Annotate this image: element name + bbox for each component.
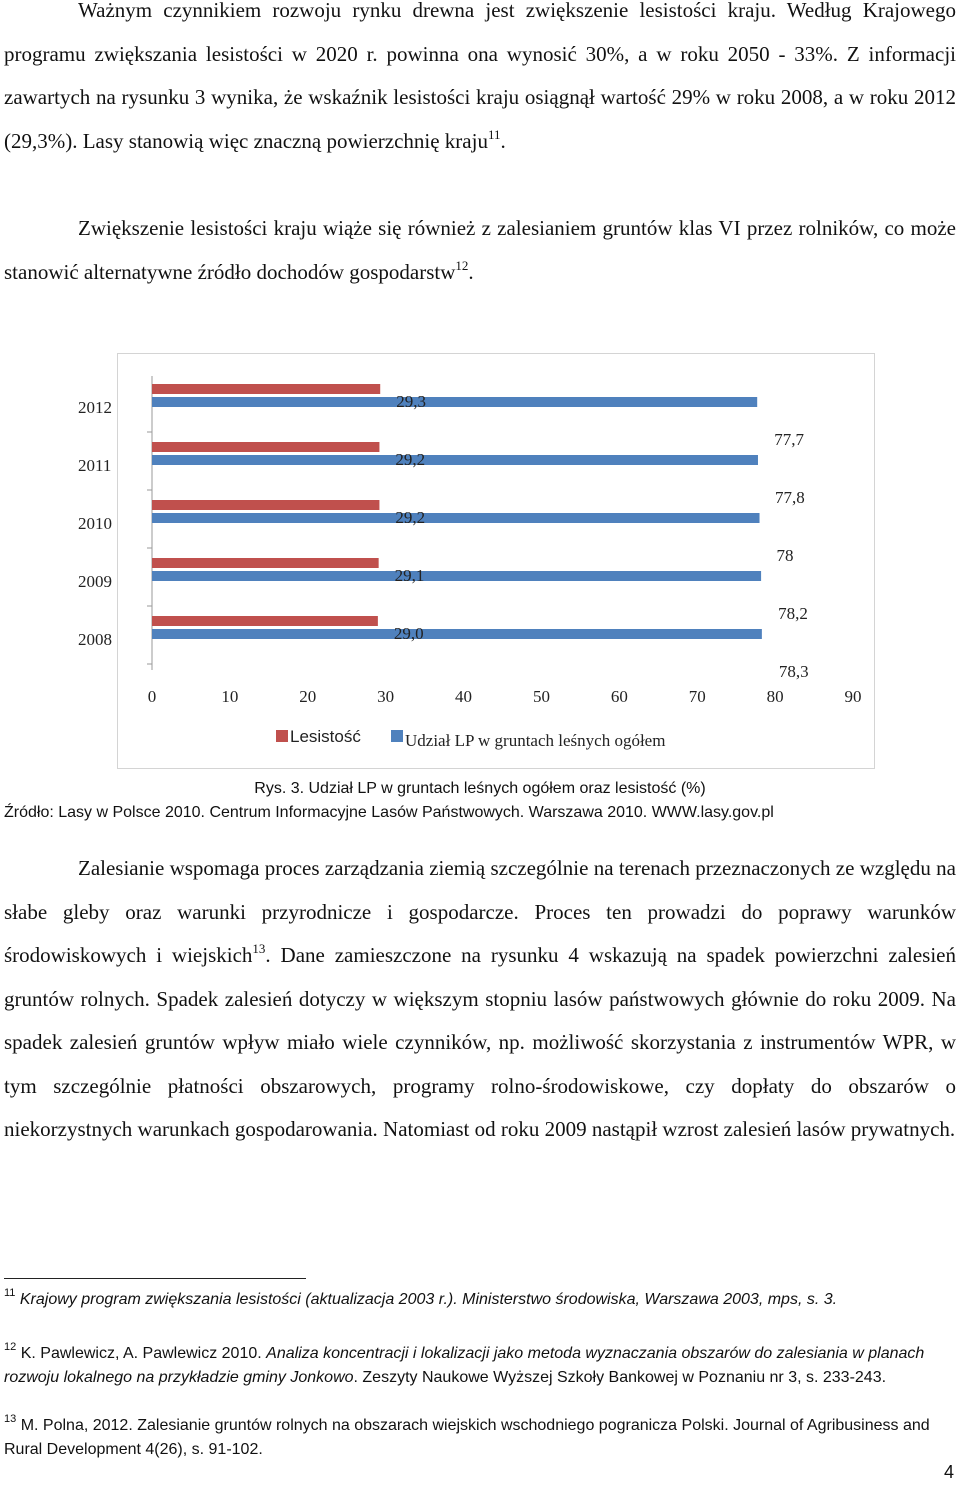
data-label-udzial-lp: 78,2 <box>778 604 808 623</box>
bar-udzial-lp <box>152 629 762 639</box>
data-label-lesistosc: 29,1 <box>394 566 425 585</box>
y-tick-label: 2012 <box>78 398 112 417</box>
footnote-11 <box>4 1288 944 1312</box>
paragraph-text: Zalesianie wspomaga proces zarządzania ziemią szczególnie na terenach przeznaczonych ze względu na słabe gleby oraz warunki przyrodnicze i gospodarcze. Proces ten prowadzi do poprawy warunków środowiskowych i wiejskich <box>4 856 956 967</box>
footnote-number: 13 <box>4 1413 17 1425</box>
footnote-publication: . Zeszyty Naukowe Wyższej Szkoły Bankowej w Poznaniu nr 3, s. 233-243. <box>353 1369 887 1386</box>
data-label-lesistosc: 29,0 <box>393 624 424 643</box>
footnote-12 <box>4 1342 944 1390</box>
x-tick-label: 50 <box>532 687 550 706</box>
data-label-udzial-lp: 77,8 <box>774 488 805 507</box>
legend-swatch-lesistosc <box>276 730 288 742</box>
paragraph-end: . <box>468 259 474 284</box>
y-tick-label: 2008 <box>78 630 112 649</box>
bar-lesistosc <box>152 558 379 568</box>
data-label-lesistosc: 29,2 <box>395 508 426 527</box>
x-tick-label: 20 <box>299 687 317 706</box>
x-tick-label: 90 <box>844 687 862 706</box>
data-label-udzial-lp: 78 <box>776 546 794 565</box>
legend-label-lesistosc: Lesistość <box>290 727 361 746</box>
footnote-title: Krajowy program zwiększania lesistości (aktualizacja 2003 r.). Ministerstwo środowiska, Warszawa 2003, mps, s. 3. <box>19 1291 838 1308</box>
bar-udzial-lp <box>152 397 757 407</box>
footnote-ref: 11 <box>487 126 501 142</box>
bar-lesistosc <box>152 442 379 452</box>
data-label-lesistosc: 29,3 <box>396 392 426 411</box>
paragraph-text: Zwiększenie lesistości kraju wiąże się również z zalesianiem gruntów klas VI przez rolników, co może stanowić alternatywne źródło dochodów gospodarstw <box>4 216 956 284</box>
footnote-text: M. Polna, 2012. Zalesianie gruntów rolnych na obszarach wiejskich wschodniego pogranicza Polski. Journal of Agribusiness and Rural Development 4(26), s. 91-102. <box>4 1417 930 1458</box>
bar-udzial-lp <box>152 571 761 581</box>
data-label-udzial-lp: 78,3 <box>778 662 809 681</box>
x-tick-label: 80 <box>766 687 784 706</box>
x-tick-label: 10 <box>221 687 239 706</box>
bar-chart <box>78 354 874 768</box>
indent <box>4 0 78 22</box>
footnote-13 <box>4 1414 944 1462</box>
footnote-number: 11 <box>4 1287 16 1299</box>
figure-source: Źródło: Lasy w Polsce 2010. Centrum Informacyjne Lasów Państwowych. Warszawa 2010. WWW.lasy.gov.pl <box>4 804 774 821</box>
chart-frame <box>78 353 875 769</box>
footnote-authors: K. Pawlewicz, A. Pawlewicz 2010. <box>20 1345 262 1362</box>
footnote-title: Analiza koncentracji i lokalizacji jako metoda wyznaczania obszarów do zalesiania w planach rozwoju lokalnego na przykładzie gminy Jonkowo <box>4 1345 925 1386</box>
x-tick-label: 70 <box>688 687 706 706</box>
paragraph-forest-cover <box>4 0 956 163</box>
x-tick-label: 0 <box>147 687 157 706</box>
bar-lesistosc <box>152 500 379 510</box>
y-tick-label: 2009 <box>78 572 112 591</box>
paragraph-afforestation-process <box>4 847 956 1152</box>
paragraph-afforestation <box>4 207 956 294</box>
bar-lesistosc <box>152 384 380 394</box>
footnote-number: 12 <box>4 1341 17 1353</box>
paragraph-text: Ważnym czynnikiem rozwoju rynku drewna jest zwiększenie lesistości kraju. Według Krajowego programu zwiększania lesistości w 2020 r. powinna ona wynosić 30%, a w roku 2050 - 33%. Z informacji zawartych na rysunku 3 wynika, że wskaźnik lesistości kraju osiągnął wartość 29% w roku 2008, a w roku 2012 (29,3%). Lasy stanowią więc znaczną powierzchnię kraju <box>4 0 956 153</box>
y-tick-label: 2011 <box>78 456 112 475</box>
footnote-separator <box>4 1278 306 1279</box>
bar-lesistosc <box>152 616 378 626</box>
paragraph-text-continued: . Dane zamieszczone na rysunku 4 wskazują na spadek powierzchni zalesień gruntów rolnych. Spadek zalesień dotyczy w większym stopniu lasów państwowych głównie do roku 2009. Na spadek zalesień gruntów wpływ miało wiele czynników, np. możliwość skorzystania z instrumentów WPR, w tym szczególnie płatności obszarowych, programy rolno-środowiskowe, czy dopłaty do obszarów o niekorzystnych warunkach gospodarowania. Natomiast od roku 2009 nastąpił wzrost zalesień lasów prywatnych. <box>4 943 956 1141</box>
bar-udzial-lp <box>152 455 758 465</box>
x-tick-label: 60 <box>610 687 628 706</box>
bar-udzial-lp <box>152 513 760 523</box>
data-label-udzial-lp: 77,7 <box>774 430 804 449</box>
page-number: 4 <box>943 1462 954 1482</box>
legend-label-udzial-lp: Udział LP w gruntach leśnych ogółem <box>405 731 666 750</box>
footnote-ref: 12 <box>455 257 469 273</box>
legend-swatch-udzial-lp <box>391 730 403 742</box>
data-label-lesistosc: 29,2 <box>395 450 426 469</box>
figure-caption: Rys. 3. Udział LP w gruntach leśnych ogółem oraz lesistość (%) <box>254 780 706 797</box>
paragraph-end: . <box>500 128 506 153</box>
footnote-ref: 13 <box>252 941 266 956</box>
x-tick-label: 30 <box>377 687 395 706</box>
x-tick-label: 40 <box>455 687 473 706</box>
y-tick-label: 2010 <box>78 514 112 533</box>
